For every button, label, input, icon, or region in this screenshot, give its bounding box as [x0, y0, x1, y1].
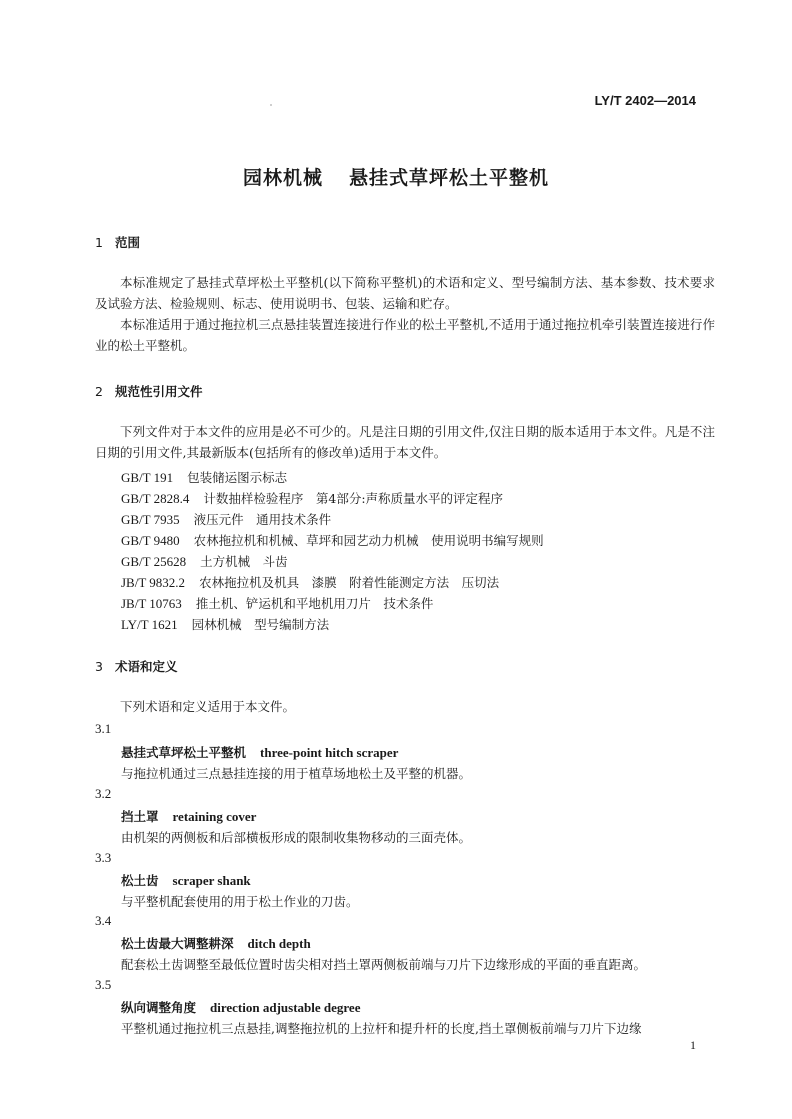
page-number: 1	[690, 1038, 696, 1052]
term-name: 悬挂式草坪松土平整机 three-point hitch scraper	[121, 745, 399, 760]
section-3-number: 3	[95, 659, 103, 674]
section-1-heading	[95, 233, 140, 251]
title-part1: 园林机械	[242, 167, 323, 189]
section-2-heading	[95, 382, 203, 400]
reference-item: JB/T 10763 推土机、铲运机和平地机用刀片 技术条件	[121, 596, 434, 611]
reference-item: GB/T 9480 农林拖拉机和机械、草坪和园艺动力机械 使用说明书编写规则	[121, 533, 544, 548]
section-1-paragraph-2: 本标准适用于通过拖拉机三点悬挂装置连接进行作业的松土平整机,不适用于通过拖拉机牵引装置连接进行作业的松土平整机。	[95, 317, 715, 353]
section-2-paragraph: 下列文件对于本文件的应用是必不可少的。凡是注日期的引用文件,仅注日期的版本适用于本文件。凡是不注日期的引用文件,其最新版本(包括所有的修改单)适用于本文件。	[95, 424, 715, 460]
section-1-paragraph-1: 本标准规定了悬挂式草坪松土平整机(以下简称平整机)的术语和定义、型号编制方法、基本参数、技术要求及试验方法、检验规则、标志、使用说明书、包装、运输和贮存。	[95, 275, 715, 311]
term-number: 3.2	[95, 786, 112, 801]
section-2-number: 2	[95, 384, 103, 399]
term-name: 挡土罩 retaining cover	[121, 809, 257, 824]
term-number: 3.3	[95, 850, 112, 865]
reference-item: JB/T 9832.2 农林拖拉机及机具 漆膜 附着性能测定方法 压切法	[121, 575, 500, 590]
reference-item: GB/T 25628 土方机械 斗齿	[121, 554, 288, 569]
section-3-heading	[95, 657, 178, 675]
term-definition: 与平整机配套使用的用于松土作业的刀齿。	[121, 894, 359, 909]
term-number: 3.5	[95, 977, 112, 992]
term-name: 松土齿最大调整耕深 ditch depth	[121, 936, 311, 951]
term-definition: 平整机通过拖拉机三点悬挂,调整拖拉机的上拉杆和提升杆的长度,挡土罩侧板前端与刀片下边缘	[121, 1021, 642, 1036]
section-2-title: 规范性引用文件	[115, 384, 203, 399]
section-1-title: 范围	[115, 235, 141, 250]
term-number: 3.1	[95, 721, 112, 736]
document-title	[0, 163, 792, 190]
term-name: 松土齿 scraper shank	[121, 873, 251, 888]
section-1-number: 1	[95, 235, 103, 250]
term-definition: 与拖拉机通过三点悬挂连接的用于植草场地松土及平整的机器。	[121, 766, 472, 781]
section-3-title: 术语和定义	[115, 659, 178, 674]
reference-item: LY/T 1621 园林机械 型号编制方法	[121, 617, 330, 632]
section-3-intro: 下列术语和定义适用于本文件。	[120, 699, 296, 714]
term-number: 3.4	[95, 913, 112, 928]
term-definition: 配套松土齿调整至最低位置时齿尖相对挡土罩两侧板前端与刀片下边缘形成的平面的垂直距离。	[121, 957, 647, 972]
reference-item: GB/T 2828.4 计数抽样检验程序 第4部分:声称质量水平的评定程序	[121, 491, 504, 506]
term-name: 纵向调整角度 direction adjustable degree	[121, 1000, 361, 1015]
title-part2: 悬挂式草坪松土平整机	[349, 167, 550, 189]
scan-speck	[270, 104, 272, 106]
reference-item: GB/T 191 包装储运图示标志	[121, 470, 288, 485]
standard-code: LY/T 2402—2014	[594, 93, 696, 108]
reference-item: GB/T 7935 液压元件 通用技术条件	[121, 512, 332, 527]
term-definition: 由机架的两侧板和后部横板形成的限制收集物移动的三面壳体。	[121, 830, 472, 845]
